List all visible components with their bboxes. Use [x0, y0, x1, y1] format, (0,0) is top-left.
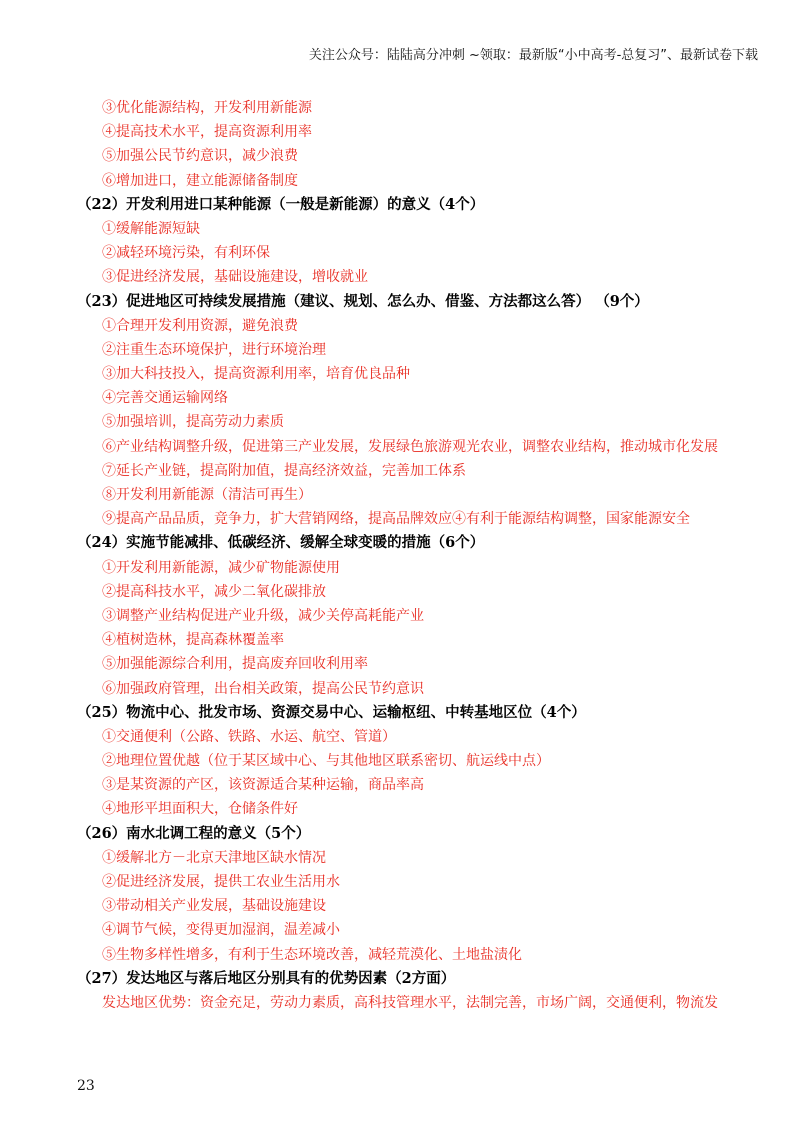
list-item: ⑤加强培训，提高劳动力素质	[102, 414, 284, 431]
list-item: ③是某资源的产区，该资源适合某种运输，商品率高	[102, 777, 424, 794]
list-item: ⑤加强能源综合利用，提高废弃回收利用率	[102, 656, 368, 673]
section-heading: （23）促进地区可持续发展措施（建议、规划、怎么办、借鉴、方法都这么答） （9个）	[77, 292, 649, 310]
section-heading: （25）物流中心、批发市场、资源交易中心、运输枢纽、中转基地区位（4个）	[77, 703, 586, 721]
list-item: ④调节气候，变得更加湿润，温差减小	[102, 922, 340, 939]
list-item: ⑧开发利用新能源（清洁可再生）	[102, 487, 312, 503]
list-item: ④提高技术水平，提高资源利用率	[102, 124, 312, 141]
list-item: ①交通便利（公路、铁路、水运、航空、管道）	[102, 728, 396, 745]
list-item: ③带动相关产业发展，基础设施建设	[102, 898, 326, 915]
list-item: ④完善交通运输网络	[102, 390, 228, 407]
document-body	[77, 96, 767, 1015]
list-item: ⑤生物多样性增多，有利于生态环境改善，减轻荒漠化、土地盐渍化	[102, 946, 522, 963]
list-item: ②地理位置优越（位于某区域中心、与其他地区联系密切、航运线中点）	[102, 753, 550, 770]
list-item: ③调整产业结构促进产业升级，减少关停高耗能产业	[102, 607, 424, 624]
list-item: ②提高科技水平，减少二氧化碳排放	[102, 583, 326, 600]
list-item: ②注重生态环境保护，进行环境治理	[102, 341, 326, 358]
list-item: ③优化能源结构，开发利用新能源	[102, 100, 312, 116]
list-item: ⑤加强公民节约意识，减少浪费	[102, 148, 298, 165]
page-header: 关注公众号：陆陆高分冲刺 ~领取：最新版“小中高考-总复习”、最新试卷下载	[308, 48, 758, 63]
list-item: ⑦延长产业链，提高附加值，提高经济效益，完善加工体系	[102, 462, 466, 479]
list-item: ①合理开发利用资源，避免浪费	[102, 317, 298, 334]
section-heading: （26）南水北调工程的意义（5个）	[77, 824, 311, 842]
list-item: ①缓解能源短缺	[102, 220, 200, 237]
list-item: ②促进经济发展，提供工农业生活用水	[102, 874, 340, 890]
list-item: ②减轻环境污染，有利环保	[102, 245, 270, 262]
page-number: 23	[77, 1078, 95, 1094]
list-item: ⑥加强政府管理，出台相关政策，提高公民节约意识	[102, 680, 424, 697]
list-item: ④植树造林，提高森林覆盖率	[102, 632, 284, 649]
list-item: ③加大科技投入，提高资源利用率，培育优良品种	[102, 366, 410, 383]
list-item: ④地形平坦面积大，仓储条件好	[102, 801, 298, 818]
section-heading: （24）实施节能减排、低碳经济、缓解全球变暖的措施（6个）	[77, 534, 485, 552]
list-item: 发达地区优势：资金充足，劳动力素质，高科技管理水平，法制完善，市场广阔，交通便利，物流发	[102, 994, 718, 1011]
list-item: ⑨提高产品品质，竞争力，扩大营销网络，提高品牌效应④有利于能源结构调整，国家能源安全	[102, 511, 690, 528]
section-heading: （22）开发利用进口某种能源（一般是新能源）的意义（4个）	[77, 195, 485, 213]
section-heading: （27）发达地区与落后地区分别具有的优势因素（2方面）	[77, 969, 456, 987]
list-item: ③促进经济发展，基础设施建设，增收就业	[102, 269, 368, 286]
list-item: ①缓解北方－北京天津地区缺水情况	[102, 849, 326, 866]
list-item: ⑥增加进口，建立能源储备制度	[102, 172, 298, 189]
list-item: ①开发利用新能源，减少矿物能源使用	[102, 559, 340, 576]
list-item: ⑥产业结构调整升级，促进第三产业发展，发展绿色旅游观光农业，调整农业结构，推动城市化发展	[102, 438, 718, 455]
